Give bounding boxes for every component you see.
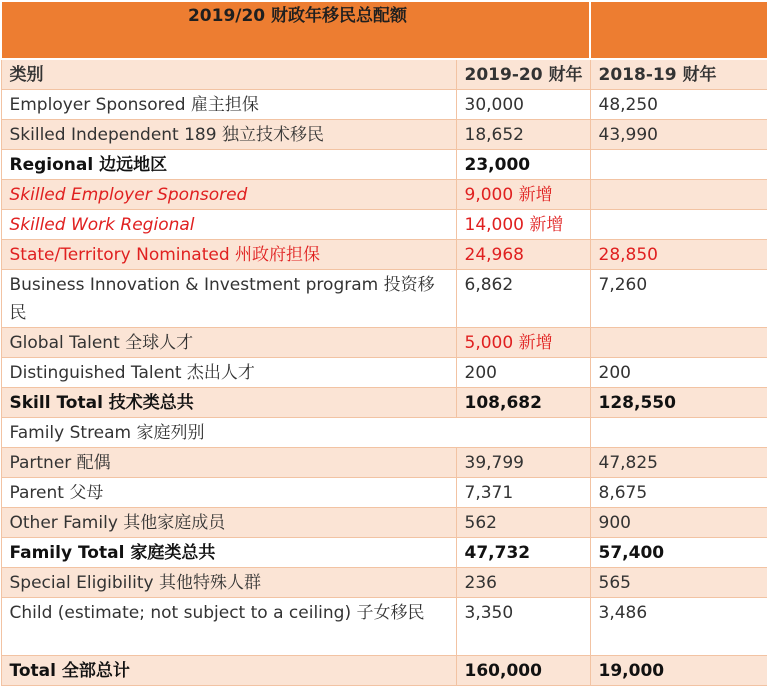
category-cell: Parent 父母 <box>1 478 456 508</box>
fy2019-cell <box>590 210 767 240</box>
fy2019-cell: 3,486 <box>590 598 767 656</box>
category-cell: Skill Total 技术类总共 <box>1 388 456 418</box>
title-row <box>1 1 767 59</box>
table-row <box>1 90 767 120</box>
category-cell: Family Total 家庭类总共 <box>1 538 456 568</box>
fy2020-cell: 30,000 <box>456 90 590 120</box>
fy2019-cell <box>590 418 767 448</box>
fy2019-cell: 128,550 <box>590 388 767 418</box>
table-row <box>1 120 767 150</box>
table-row <box>1 240 767 270</box>
fy2019-cell <box>590 180 767 210</box>
table-row <box>1 568 767 598</box>
fy2020-cell: 24,968 <box>456 240 590 270</box>
fy2019-cell <box>590 328 767 358</box>
fy2020-cell: 47,732 <box>456 538 590 568</box>
fy2020-cell: 18,652 <box>456 120 590 150</box>
category-cell: Skilled Independent 189 独立技术移民 <box>1 120 456 150</box>
header-row <box>1 59 767 90</box>
fy2020-cell: 562 <box>456 508 590 538</box>
table-title: 2019/20 财政年移民总配额 <box>1 1 590 59</box>
category-cell: Regional 边远地区 <box>1 150 456 180</box>
category-cell: State/Territory Nominated 州政府担保 <box>1 240 456 270</box>
table-row <box>1 656 767 686</box>
category-cell: Employer Sponsored 雇主担保 <box>1 90 456 120</box>
table-row <box>1 598 767 656</box>
fy2020-cell: 14,000 新增 <box>456 210 590 240</box>
table-row <box>1 358 767 388</box>
category-cell: Distinguished Talent 杰出人才 <box>1 358 456 388</box>
header-fy2019: 2018-19 财年 <box>590 59 767 90</box>
fy2020-cell: 236 <box>456 568 590 598</box>
fy2019-cell: 19,000 <box>590 656 767 686</box>
fy2019-cell: 8,675 <box>590 478 767 508</box>
fy2019-cell: 7,260 <box>590 270 767 328</box>
category-cell: Family Stream 家庭列别 <box>1 418 590 448</box>
table-body <box>1 90 767 686</box>
category-cell: Skilled Employer Sponsored <box>1 180 456 210</box>
fy2019-cell: 43,990 <box>590 120 767 150</box>
fy2020-cell: 160,000 <box>456 656 590 686</box>
table-row <box>1 388 767 418</box>
table-row <box>1 328 767 358</box>
table-row <box>1 180 767 210</box>
table-row <box>1 448 767 478</box>
fy2020-cell: 5,000 新增 <box>456 328 590 358</box>
table-row <box>1 508 767 538</box>
table-row <box>1 150 767 180</box>
category-cell: Special Eligibility 其他特殊人群 <box>1 568 456 598</box>
category-cell: Skilled Work Regional <box>1 210 456 240</box>
table-row <box>1 210 767 240</box>
category-cell: Partner 配偶 <box>1 448 456 478</box>
fy2019-cell: 47,825 <box>590 448 767 478</box>
table-row <box>1 478 767 508</box>
header-category: 类别 <box>1 59 456 90</box>
fy2019-cell: 48,250 <box>590 90 767 120</box>
header-fy2020: 2019-20 财年 <box>456 59 590 90</box>
fy2019-cell: 900 <box>590 508 767 538</box>
category-cell: Other Family 其他家庭成员 <box>1 508 456 538</box>
fy2019-cell: 57,400 <box>590 538 767 568</box>
table-row <box>1 538 767 568</box>
fy2019-cell: 200 <box>590 358 767 388</box>
category-cell: Total 全部总计 <box>1 656 456 686</box>
table-row <box>1 270 767 328</box>
category-cell: Global Talent 全球人才 <box>1 328 456 358</box>
fy2020-cell: 23,000 <box>456 150 590 180</box>
fy2019-cell: 28,850 <box>590 240 767 270</box>
fy2020-cell: 108,682 <box>456 388 590 418</box>
title-blank-cell <box>590 1 767 59</box>
fy2020-cell: 39,799 <box>456 448 590 478</box>
fy2020-cell: 9,000 新增 <box>456 180 590 210</box>
table-row <box>1 418 767 448</box>
fy2019-cell: 565 <box>590 568 767 598</box>
fy2020-cell: 6,862 <box>456 270 590 328</box>
category-cell: Child (estimate; not subject to a ceiling) 子女移民 <box>1 598 456 656</box>
fy2020-cell: 3,350 <box>456 598 590 656</box>
fy2020-cell: 200 <box>456 358 590 388</box>
fy2020-cell: 7,371 <box>456 478 590 508</box>
fy2019-cell <box>590 150 767 180</box>
category-cell: Business Innovation & Investment program 投资移民 <box>1 270 456 328</box>
